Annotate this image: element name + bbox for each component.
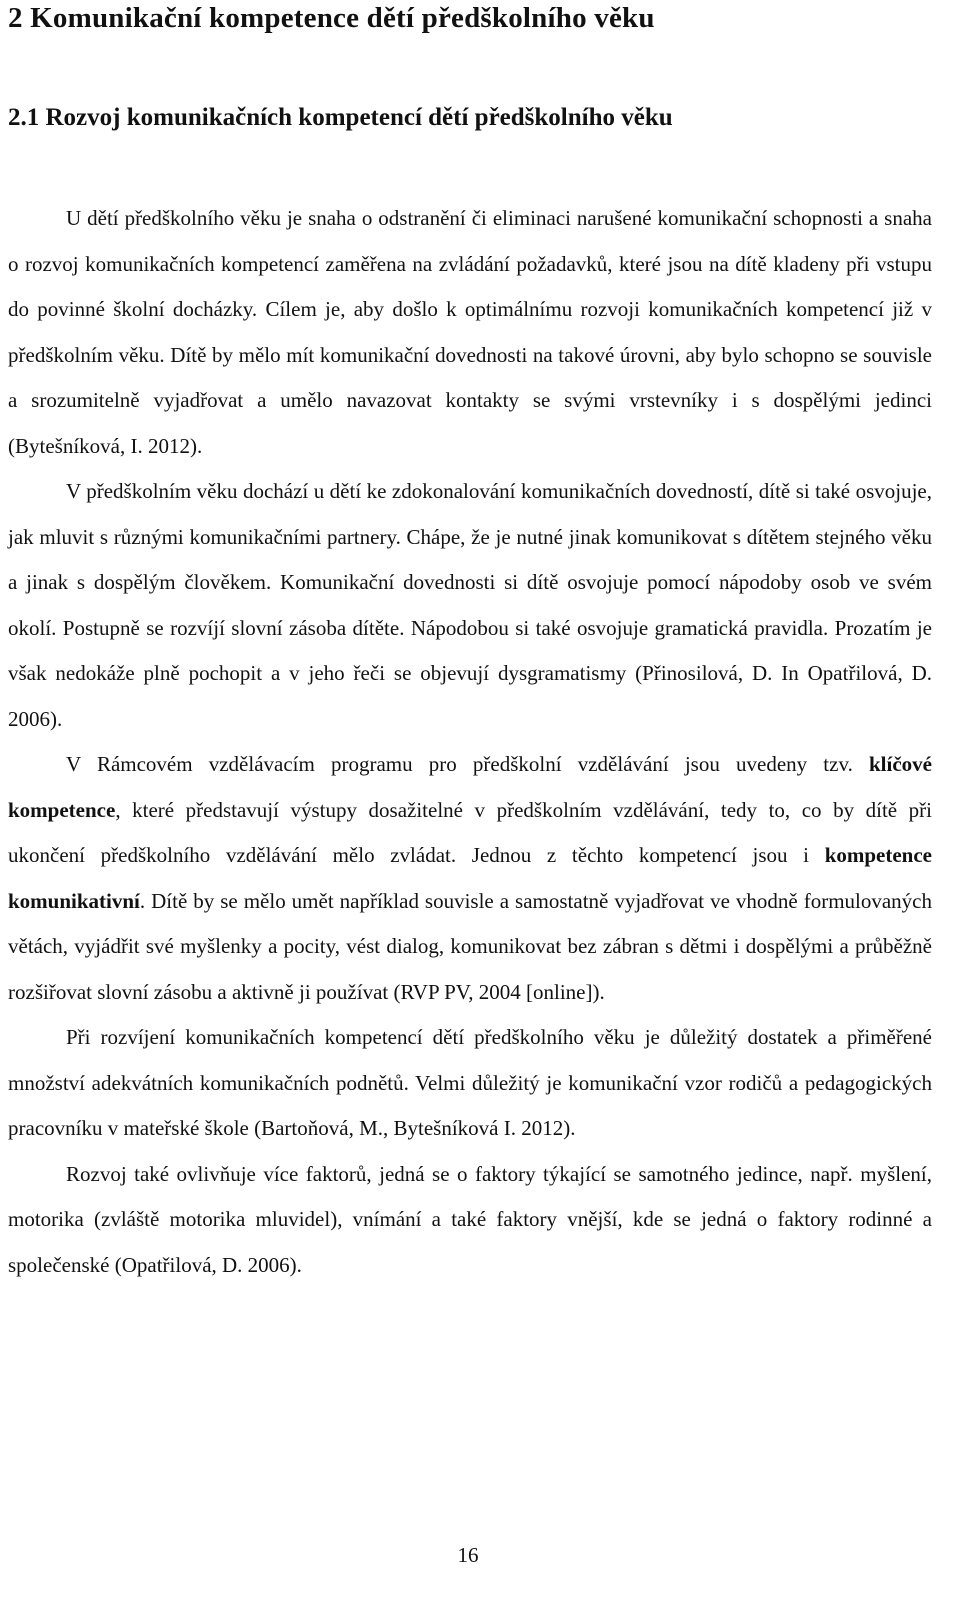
paragraph-2: V předškolním věku dochází u dětí ke zdokonalování komunikačních dovedností, dítě si také osvojuje, jak mluvit s různými komunikačními partnery. Chápe, že je nutné jinak komunikovat s dítětem stejného věku a jinak s dospělým člověkem. Komunikační dovednosti si dítě osvojuje pomocí nápodoby osob ve svém okolí. Postupně se rozvíjí slovní zásoba dítěte. Nápodobou si také osvojuje gramatická pravidla. Prozatím je však nedokáže plně pochopit a v jeho řeči se objevují dysgramatismy (Přinosilová, D. In Opatřilová, D. 2006). — [8, 479, 932, 731]
section-heading: 2.1 Rozvoj komunikačních kompetencí dětí předškolního věku — [8, 104, 673, 131]
paragraph-1: U dětí předškolního věku je snaha o odstranění či eliminaci narušené komunikační schopnosti a snaha o rozvoj komunikačních kompetencí zaměřena na zvládání požadavků, které jsou na dítě kladeny při vstupu do povinné školní docházky. Cílem je, aby došlo k optimálnímu rozvoji komunikačních kompetencí již v předškolním věku. Dítě by mělo mít komunikační dovednosti na takové úrovni, aby bylo schopno se souvisle a srozumitelně vyjadřovat a umělo navazovat kontakty se svými vrstevníky i s dospělými jedinci (Bytešníková, I. 2012). — [8, 206, 932, 458]
body-text — [8, 196, 932, 1288]
paragraph-3 — [8, 742, 932, 1015]
paragraph-3-text-a: V Rámcovém vzdělávacím programu pro předškolní vzdělávání jsou uvedeny tzv. — [66, 752, 869, 776]
paragraph-3-text-b: , které představují výstupy dosažitelné v předškolním vzdělávání, tedy to, co by dítě při ukončení předškolního vzdělávání mělo zvládat. Jednou z těchto kompetencí jsou i — [8, 797, 932, 867]
key-competences-term: klíčové kompetence — [8, 752, 932, 822]
paragraph-5: Rozvoj také ovlivňuje více faktorů, jedná se o faktory týkající se samotného jedince, např. myšlení, motorika (zvláště motorika mluvidel), vnímání a také faktory vnější, kde se jedná o faktory rodinné a společenské (Opatřilová, D. 2006). — [8, 1161, 932, 1277]
paragraph-3-text-c: . Dítě by se mělo umět například souvisle a samostatně vyjadřovat ve vhodně formulovaných větách, vyjádřit své myšlenky a pocity, vést dialog, komunikovat bez zábran s dětmi i dospělými a průběžně rozšiřovat slovní zásobu a aktivně ji používat (RVP PV, 2004 [online]). — [8, 888, 932, 1004]
communicative-competence-term: kompetence komunikativní — [8, 843, 932, 913]
paragraph-4: Při rozvíjení komunikačních kompetencí dětí předškolního věku je důležitý dostatek a přiměřené množství adekvátních komunikačních podnětů. Velmi důležitý je komunikační vzor rodičů a pedagogických pracovníku v mateřské škole (Bartoňová, M., Bytešníková I. 2012). — [8, 1025, 932, 1140]
chapter-heading: 2 Komunikační kompetence dětí předškolního věku — [8, 2, 655, 34]
page-number: 16 — [457, 1543, 479, 1567]
